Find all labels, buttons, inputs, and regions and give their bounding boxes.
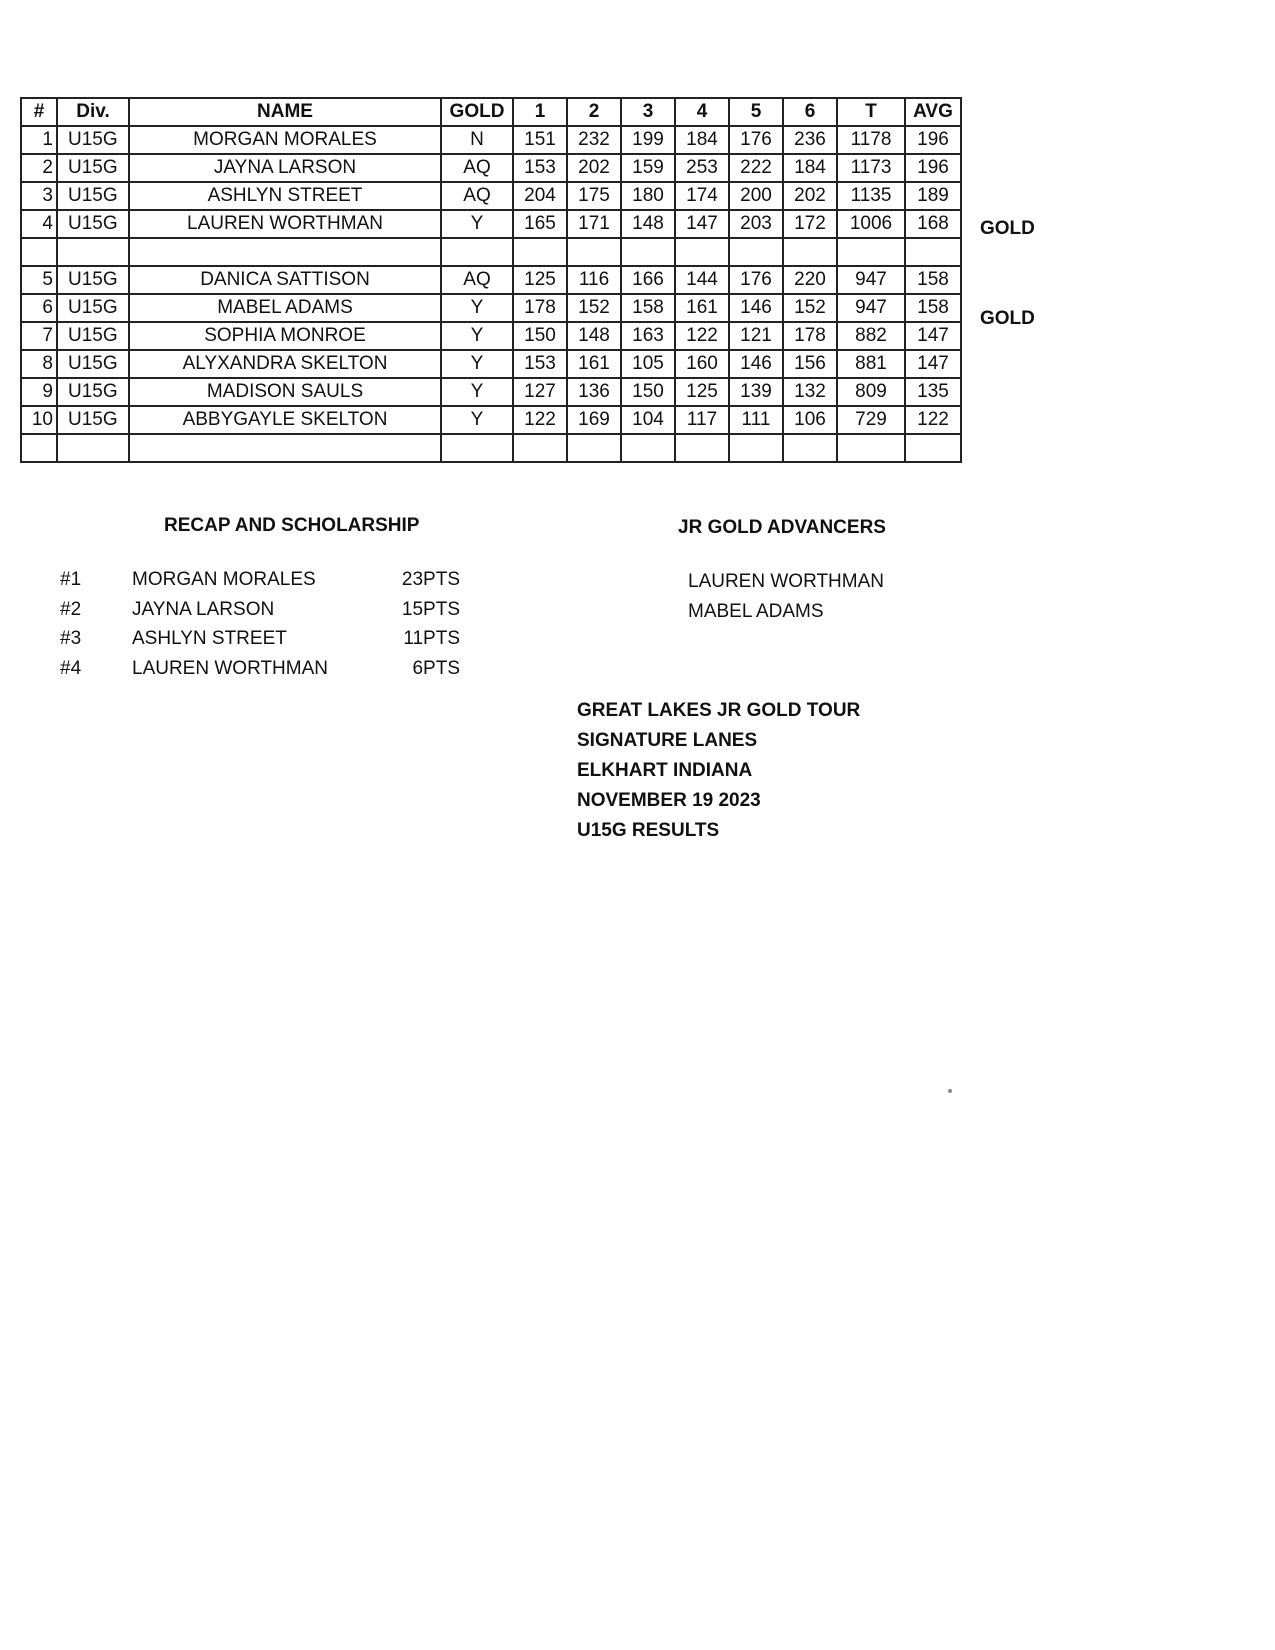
table-cell (441, 238, 513, 266)
recap-name: LAUREN WORTHMAN (132, 657, 328, 679)
table-cell: 202 (567, 154, 621, 182)
table-cell: 881 (837, 350, 905, 378)
table-cell: 6 (21, 294, 57, 322)
gold-marker: GOLD (980, 218, 1035, 239)
advancer-name: LAUREN WORTHMAN (688, 571, 884, 592)
table-row (21, 294, 961, 322)
table-cell: 148 (567, 322, 621, 350)
table-cell: MORGAN MORALES (129, 126, 441, 154)
table-cell: 125 (675, 378, 729, 406)
table-cell: 106 (783, 406, 837, 434)
column-header: 4 (675, 98, 729, 126)
table-cell (567, 238, 621, 266)
table-cell: 127 (513, 378, 567, 406)
table-row (21, 182, 961, 210)
table-row (21, 322, 961, 350)
table-cell: 175 (567, 182, 621, 210)
column-header: 5 (729, 98, 783, 126)
column-header: # (21, 98, 57, 126)
event-info-line: ELKHART INDIANA (577, 760, 753, 781)
table-cell: 199 (621, 126, 675, 154)
table-cell: 165 (513, 210, 567, 238)
table-cell: 947 (837, 266, 905, 294)
recap-rank: #3 (60, 628, 82, 649)
table-cell: 146 (729, 294, 783, 322)
table-cell (675, 238, 729, 266)
table-cell: 2 (21, 154, 57, 182)
table-row (21, 266, 961, 294)
table-row (21, 238, 961, 266)
recap-name: ASHLYN STREET (132, 628, 287, 649)
table-cell: 136 (567, 378, 621, 406)
table-cell (513, 238, 567, 266)
table-cell: 161 (567, 350, 621, 378)
recap-entry (60, 658, 460, 684)
column-header: Div. (57, 98, 129, 126)
table-row (21, 350, 961, 378)
table-cell (783, 238, 837, 266)
recap-entry (60, 628, 460, 654)
recap-rank: #4 (60, 657, 82, 679)
table-cell: 153 (513, 350, 567, 378)
table-cell: Y (441, 378, 513, 406)
table-cell: 161 (675, 294, 729, 322)
table-cell: LAUREN WORTHMAN (129, 210, 441, 238)
table-cell (905, 238, 961, 266)
table-cell: 121 (729, 322, 783, 350)
table-cell (783, 434, 837, 462)
table-cell (621, 238, 675, 266)
table-cell: U15G (57, 294, 129, 322)
table-cell: 158 (905, 294, 961, 322)
recap-pts: 6PTS (412, 657, 460, 679)
table-cell: 176 (729, 126, 783, 154)
table-cell: U15G (57, 406, 129, 434)
table-cell: 184 (783, 154, 837, 182)
table-cell: 202 (783, 182, 837, 210)
table-cell: 150 (621, 378, 675, 406)
scan-speck (948, 1089, 952, 1093)
event-info-line: NOVEMBER 19 2023 (577, 790, 761, 811)
table-cell: U15G (57, 378, 129, 406)
results-table (20, 97, 962, 463)
table-cell: 253 (675, 154, 729, 182)
table-cell: 8 (21, 350, 57, 378)
table-row (21, 406, 961, 434)
table-cell: MADISON SAULS (129, 378, 441, 406)
column-header: 1 (513, 98, 567, 126)
event-info-line: SIGNATURE LANES (577, 730, 758, 751)
table-cell: 196 (905, 126, 961, 154)
table-cell: 158 (621, 294, 675, 322)
table-cell (729, 434, 783, 462)
table-cell: 7 (21, 322, 57, 350)
table-cell: 158 (905, 266, 961, 294)
table-cell: U15G (57, 182, 129, 210)
table-cell: 159 (621, 154, 675, 182)
table-cell: Y (441, 294, 513, 322)
table-cell: U15G (57, 350, 129, 378)
table-cell: 104 (621, 406, 675, 434)
table-cell: 809 (837, 378, 905, 406)
recap-pts: 11PTS (403, 628, 460, 649)
table-cell: 222 (729, 154, 783, 182)
table-cell: 4 (21, 210, 57, 238)
table-cell (513, 434, 567, 462)
table-cell: MABEL ADAMS (129, 294, 441, 322)
table-cell: 204 (513, 182, 567, 210)
recap-rank: #1 (60, 569, 82, 590)
table-cell: 150 (513, 322, 567, 350)
table-cell: 156 (783, 350, 837, 378)
table-cell: 1006 (837, 210, 905, 238)
table-cell: 122 (675, 322, 729, 350)
table-cell: 196 (905, 154, 961, 182)
column-header: 2 (567, 98, 621, 126)
table-cell (837, 238, 905, 266)
table-row (21, 434, 961, 462)
table-cell (21, 434, 57, 462)
table-cell: AQ (441, 266, 513, 294)
table-cell (621, 434, 675, 462)
table-cell: 105 (621, 350, 675, 378)
table-cell: 3 (21, 182, 57, 210)
table-row (21, 378, 961, 406)
table-cell (129, 238, 441, 266)
table-row (21, 210, 961, 238)
table-cell: 178 (513, 294, 567, 322)
table-cell: 148 (621, 210, 675, 238)
table-cell: Y (441, 322, 513, 350)
table-cell: ALYXANDRA SKELTON (129, 350, 441, 378)
table-cell: JAYNA LARSON (129, 154, 441, 182)
table-cell: 152 (783, 294, 837, 322)
table-cell: ASHLYN STREET (129, 182, 441, 210)
table-cell: 116 (567, 266, 621, 294)
table-cell (905, 434, 961, 462)
table-cell: SOPHIA MONROE (129, 322, 441, 350)
recap-pts: 15PTS (401, 598, 460, 620)
event-info-line: GREAT LAKES JR GOLD TOUR (577, 700, 861, 721)
recap-name: JAYNA LARSON (132, 598, 275, 620)
table-cell: 144 (675, 266, 729, 294)
table-row (21, 154, 961, 182)
recap-entry (60, 569, 460, 595)
table-row (21, 126, 961, 154)
table-cell: 147 (905, 322, 961, 350)
table-cell: 1 (21, 126, 57, 154)
table-cell: AQ (441, 182, 513, 210)
table-cell: 160 (675, 350, 729, 378)
column-header: AVG (905, 98, 961, 126)
table-cell: U15G (57, 322, 129, 350)
column-header: T (837, 98, 905, 126)
table-cell: 132 (783, 378, 837, 406)
table-cell: 5 (21, 266, 57, 294)
recap-rank: #2 (60, 598, 82, 620)
column-header: GOLD (441, 98, 513, 126)
table-cell (837, 434, 905, 462)
table-cell: 166 (621, 266, 675, 294)
table-cell: U15G (57, 126, 129, 154)
table-cell: DANICA SATTISON (129, 266, 441, 294)
table-cell: ABBYGAYLE SKELTON (129, 406, 441, 434)
table-cell: AQ (441, 154, 513, 182)
table-cell: 174 (675, 182, 729, 210)
table-cell: Y (441, 406, 513, 434)
table-cell: 1135 (837, 182, 905, 210)
advancers-heading: JR GOLD ADVANCERS (678, 517, 886, 538)
table-cell: 184 (675, 126, 729, 154)
table-cell: 220 (783, 266, 837, 294)
table-cell: 1173 (837, 154, 905, 182)
table-cell (675, 434, 729, 462)
table-cell: 189 (905, 182, 961, 210)
table-cell: 169 (567, 406, 621, 434)
table-cell (567, 434, 621, 462)
table-cell: 882 (837, 322, 905, 350)
table-cell (57, 238, 129, 266)
table-cell: 152 (567, 294, 621, 322)
column-header: 6 (783, 98, 837, 126)
table-cell: 9 (21, 378, 57, 406)
table-cell: 180 (621, 182, 675, 210)
event-info-line: U15G RESULTS (577, 820, 720, 841)
table-cell (441, 434, 513, 462)
recap-pts: 23PTS (401, 569, 460, 590)
table-cell: U15G (57, 154, 129, 182)
table-cell (21, 238, 57, 266)
table-cell: 125 (513, 266, 567, 294)
gold-marker: GOLD (980, 308, 1035, 329)
table-cell (57, 434, 129, 462)
table-cell: 203 (729, 210, 783, 238)
table-cell: N (441, 126, 513, 154)
table-cell: U15G (57, 210, 129, 238)
table-cell: 163 (621, 322, 675, 350)
table-cell: 236 (783, 126, 837, 154)
table-cell: 168 (905, 210, 961, 238)
table-cell: 135 (905, 378, 961, 406)
table-cell: 153 (513, 154, 567, 182)
table-header-row (21, 98, 961, 126)
recap-heading: RECAP AND SCHOLARSHIP (164, 515, 420, 536)
table-cell: 151 (513, 126, 567, 154)
table-cell: 178 (783, 322, 837, 350)
table-cell: Y (441, 350, 513, 378)
table-cell: 176 (729, 266, 783, 294)
table-cell: 947 (837, 294, 905, 322)
table-cell: 232 (567, 126, 621, 154)
table-cell: 1178 (837, 126, 905, 154)
table-cell (729, 238, 783, 266)
table-cell: 171 (567, 210, 621, 238)
table-cell: 111 (729, 406, 783, 434)
table-cell: 147 (675, 210, 729, 238)
table-cell: 122 (905, 406, 961, 434)
table-cell: 10 (21, 406, 57, 434)
table-cell: 117 (675, 406, 729, 434)
table-cell: 200 (729, 182, 783, 210)
advancer-name: MABEL ADAMS (688, 600, 824, 622)
table-cell: 146 (729, 350, 783, 378)
column-header: 3 (621, 98, 675, 126)
recap-entry (60, 599, 460, 625)
recap-name: MORGAN MORALES (132, 569, 316, 590)
column-header: NAME (129, 98, 441, 126)
table-cell: 172 (783, 210, 837, 238)
table-cell: 122 (513, 406, 567, 434)
table-cell: 139 (729, 378, 783, 406)
table-cell: 729 (837, 406, 905, 434)
table-cell: 147 (905, 350, 961, 378)
table-cell: Y (441, 210, 513, 238)
table-cell (129, 434, 441, 462)
table-cell: U15G (57, 266, 129, 294)
